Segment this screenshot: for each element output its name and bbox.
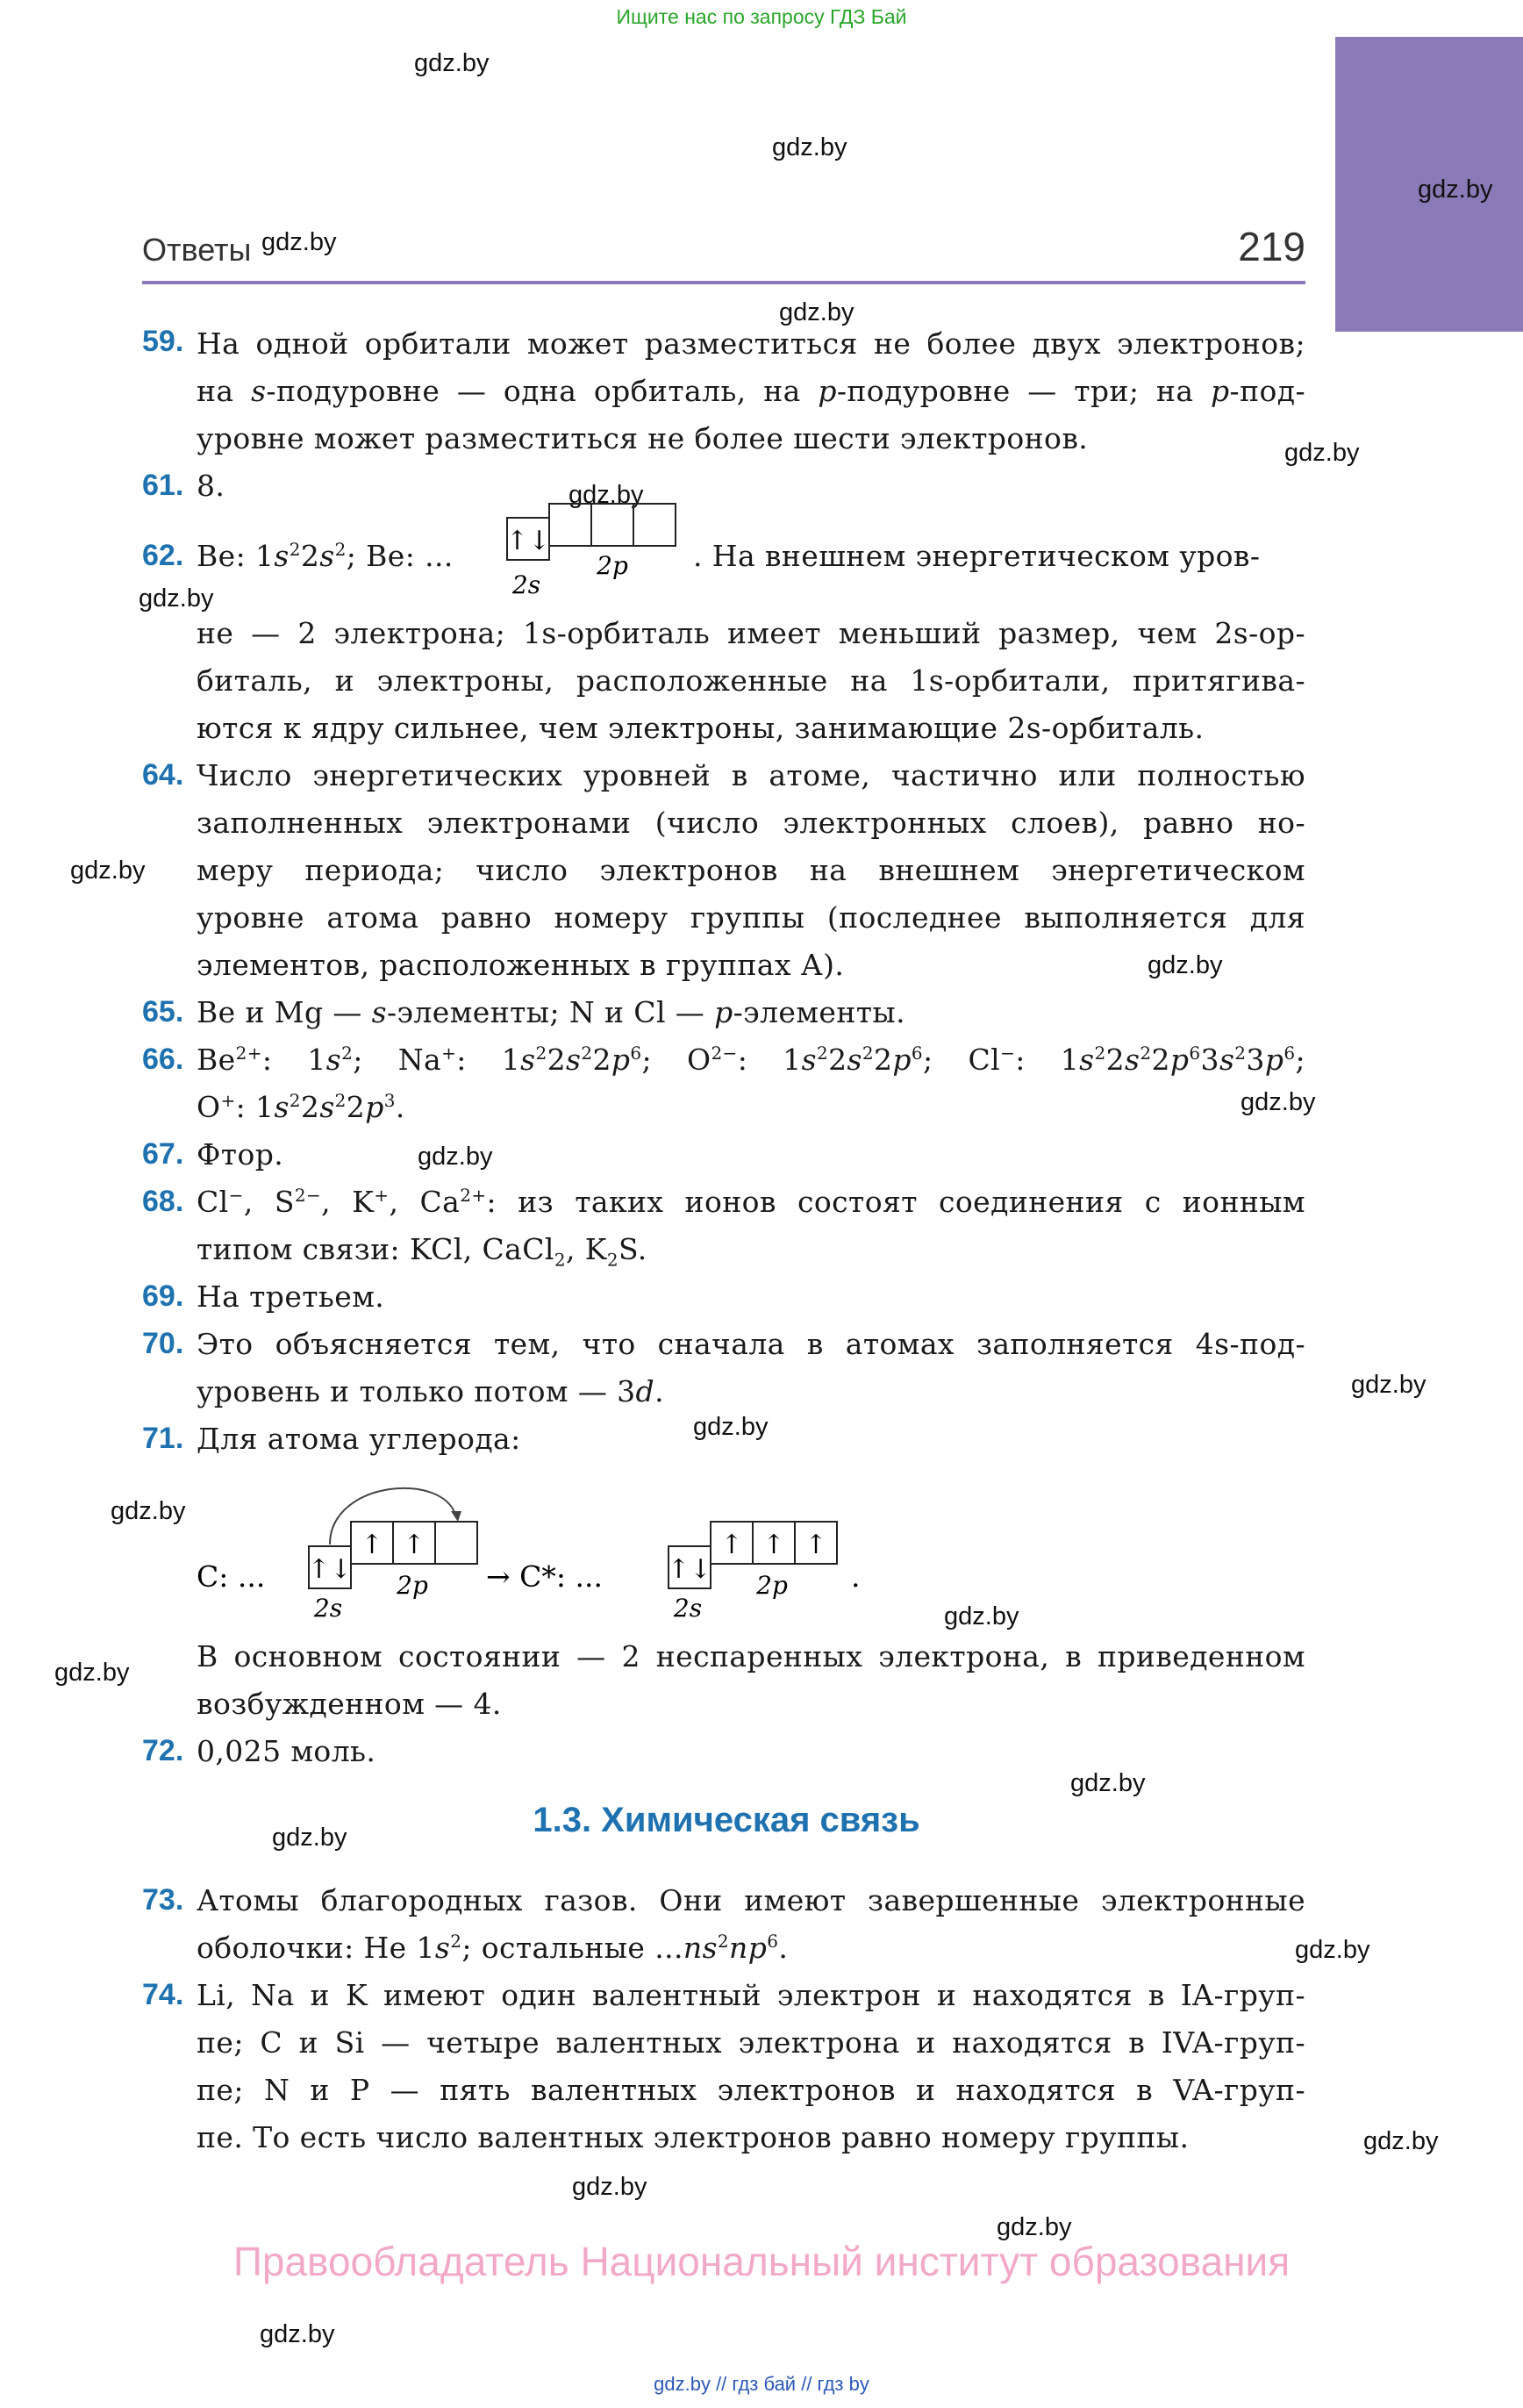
watermark: gdz.by — [1363, 2127, 1439, 2155]
answer-number: 72. — [142, 1734, 184, 1767]
answer-70-line-1: Это объясняется тем, что сначала в атомах заполняется 4s-под- — [197, 1327, 1305, 1361]
answer-number: 70. — [142, 1327, 184, 1360]
excited-2p-electron: ↑ — [720, 1530, 743, 1560]
watermark: gdz.by — [1295, 1936, 1370, 1964]
watermark: gdz.by — [1148, 951, 1223, 979]
answer-number: 59. — [142, 325, 184, 358]
watermark: gdz.by — [1241, 1088, 1316, 1116]
answer-72-text: 0,025 моль. — [197, 1734, 376, 1768]
watermark: gdz.by — [111, 1497, 186, 1525]
footer-links[interactable]: gdz.by // гдз бай // гдз by — [654, 2373, 869, 2395]
answer-66-line-2: O+: $1s^22s^22p^3$. — [197, 1090, 405, 1124]
orbital-diagram-carbon — [184, 1462, 904, 1629]
answer-73-line-2: оболочки: He $1s^2$; остальные $...ns^2np^6$. — [197, 1931, 789, 1965]
label-2p: 2p — [397, 1571, 428, 1600]
answer-64-line-1: Число энергетических уровней в атоме, частично или полностью — [197, 758, 1305, 792]
watermark: gdz.by — [1284, 439, 1360, 467]
label-2p: 2p — [597, 551, 628, 580]
header-divider — [142, 281, 1305, 284]
watermark: gdz.by — [568, 481, 644, 509]
orbital-diagram-be — [505, 502, 681, 607]
label-2s: 2s — [511, 570, 541, 599]
watermark: gdz.by — [272, 1824, 347, 1852]
label-2s: 2s — [313, 1594, 343, 1623]
answer-64-line-3: меру периода; число электронов на внешнем энергетическом — [197, 853, 1305, 887]
answer-69-text: На третьем. — [197, 1279, 385, 1314]
answer-number: 66. — [142, 1043, 184, 1076]
answer-70-line-2: уровень и только потом — 3d. — [197, 1374, 664, 1408]
watermark: gdz.by — [418, 1143, 493, 1171]
carbon-label: C: ... — [197, 1559, 266, 1594]
watermark: gdz.by — [54, 1659, 130, 1687]
watermark: gdz.by — [997, 2213, 1072, 2241]
answer-62-line-2: не — 2 электрона; 1s-орбиталь имеет меньший размер, чем 2s-ор- — [197, 616, 1305, 650]
watermark: gdz.by — [1418, 176, 1493, 204]
watermark: gdz.by — [693, 1413, 769, 1441]
answer-64-line-5: элементов, расположенных в группах А). — [197, 948, 845, 982]
watermark: gdz.by — [572, 2173, 647, 2201]
section-title: 1.3. Химическая связь — [533, 1801, 920, 1839]
diagram-end-dot: . — [851, 1559, 861, 1594]
watermark: gdz.by — [261, 228, 337, 256]
answer-number: 61. — [142, 469, 184, 502]
answer-62-line-3: биталь, и электроны, расположенные на 1s-орбитали, притягива- — [197, 663, 1305, 698]
running-head: Ответы — [142, 232, 252, 268]
page-number: 219 — [1238, 224, 1305, 269]
label-2s: 2s — [673, 1594, 703, 1623]
ground-2p-electron: ↑ — [403, 1530, 425, 1560]
ground-2p-electron: ↑ — [361, 1530, 383, 1560]
watermark: gdz.by — [139, 584, 214, 613]
answer-number: 74. — [142, 1978, 184, 2011]
answer-number: 73. — [142, 1883, 184, 1917]
watermark: gdz.by — [70, 856, 146, 885]
answer-65-text: Be и Mg — s-элементы; N и Cl — p-элементы. — [197, 995, 905, 1029]
answer-59-line-3: уровне может разместиться не более шести электронов. — [197, 421, 1089, 455]
answer-71-line-3: возбужденном — 4. — [197, 1687, 502, 1721]
watermark: gdz.by — [1351, 1371, 1426, 1399]
answer-73-line-1: Атомы благородных газов. Они имеют завершенные электронные — [197, 1883, 1305, 1917]
answer-64-line-2: заполненных электронами (число электронных слоев), равно но- — [197, 806, 1305, 840]
answer-number: 62. — [142, 539, 184, 572]
label-2p: 2p — [756, 1571, 788, 1600]
answer-61-text: 8. — [197, 469, 225, 503]
answer-number: 71. — [142, 1422, 184, 1455]
watermark: gdz.by — [944, 1602, 1019, 1630]
ground-2s-electrons: ↑↓ — [307, 1554, 353, 1585]
answer-67-text: Фтор. — [197, 1137, 284, 1172]
answer-59-line-2: на s-подуровне — одна орбиталь, на p-подуровне — три; на p-под- — [197, 374, 1306, 408]
answer-71-line-2: В основном состоянии — 2 неспаренных электрона, в приведенном — [197, 1639, 1305, 1673]
answer-number: 67. — [142, 1137, 184, 1171]
answer-64-line-4: уровне атома равно номеру группы (последнее выполняется для — [197, 900, 1305, 935]
excited-2p-electron: ↑ — [804, 1530, 827, 1560]
watermark: gdz.by — [1070, 1769, 1146, 1797]
excited-2p-electron: ↑ — [762, 1530, 785, 1560]
answer-number: 69. — [142, 1279, 184, 1313]
answer-74-line-1: Li, Na и K имеют один валентный электрон и находятся в IA-груп- — [197, 1978, 1305, 2012]
answer-71-text: Для атома углерода: — [197, 1422, 521, 1456]
answer-74-line-4: пе. То есть число валентных электронов равно номеру группы. — [197, 2120, 1190, 2154]
electron-pair: ↑↓ — [505, 526, 551, 556]
excited-carbon-label: → C*: ... — [486, 1559, 603, 1594]
answer-number: 65. — [142, 995, 184, 1028]
answer-62-line-4: ются к ядру сильнее, чем электроны, занимающие 2s-орбиталь. — [197, 711, 1205, 745]
copyright-notice: Правообладатель Национальный институт образования — [232, 2239, 1291, 2284]
watermark: gdz.by — [260, 2320, 335, 2348]
watermark: gdz.by — [772, 133, 847, 161]
answer-62-line-1b: . На внешнем энергетическом уров- — [693, 539, 1261, 573]
answer-number: 64. — [142, 758, 184, 792]
answer-68-line-2: типом связи: KCl, CaCl$_2$, $K_2S$. — [197, 1232, 647, 1271]
answer-66-line-1: $Be^{2+}$: $1s^2$; Na+: $1s^22s^22p^6$; $O^{2-}$: $1s^22s^22p^6$; Cl−: $1s^22s^22p^63s^23p^6$; — [197, 1043, 1306, 1077]
top-banner[interactable]: Ищите нас по запросу ГДЗ Бай — [616, 5, 907, 28]
excited-2s-electrons: ↑↓ — [667, 1554, 712, 1585]
answer-74-line-3: пе; N и P — пять валентных электронов и находятся в VA-груп- — [197, 2073, 1305, 2107]
answer-number: 68. — [142, 1185, 184, 1218]
answer-62-line-1a: Be: $1s^22s^2$; Be: ... — [197, 539, 454, 573]
answer-68-line-1: Cl−, $S^{2-}$, K+, $Ca^{2+}$: из таких ионов состоят соединения с ионным — [197, 1185, 1305, 1219]
excitation-arrowhead — [451, 1511, 461, 1522]
answer-74-line-2: пе; C и Si — четыре валентных электрона и находятся в IVA-груп- — [197, 2025, 1305, 2060]
answer-59-line-1: На одной орбитали может разместиться не более двух электронов; — [197, 326, 1305, 361]
watermark: gdz.by — [414, 49, 490, 77]
watermark: gdz.by — [779, 298, 854, 326]
